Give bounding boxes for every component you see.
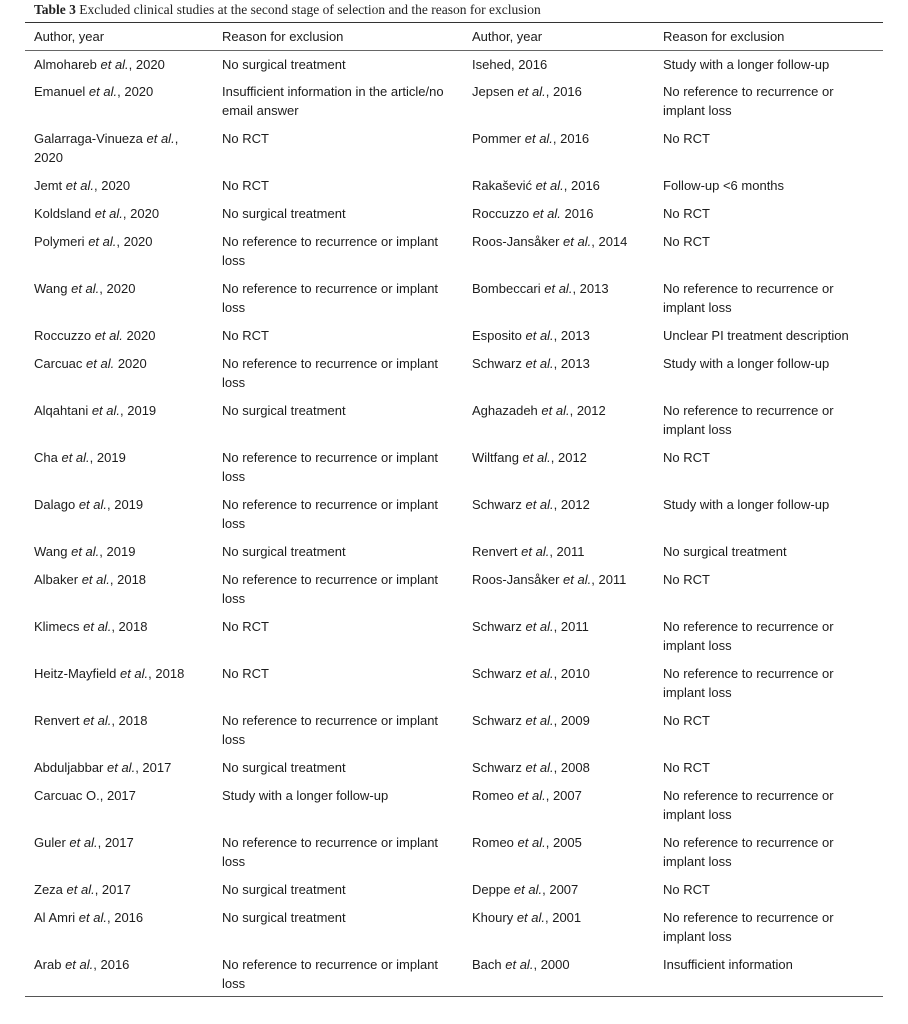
author-name: Al Amri [34, 910, 79, 925]
et-al: et al. [505, 957, 534, 972]
publication-year: 2016 [560, 206, 594, 221]
publication-year: , 2019 [89, 450, 126, 465]
publication-year: , 2001 [545, 910, 582, 925]
reason-for-exclusion-right: No RCT [663, 572, 710, 587]
author-name: Roccuzzo [472, 206, 533, 221]
et-al: et al. [525, 666, 554, 681]
publication-year: , 2000 [533, 957, 570, 972]
author-year-right [463, 613, 654, 660]
author-year-left [25, 660, 213, 707]
author-year-right [463, 444, 654, 491]
publication-year: , 2018 [111, 619, 148, 634]
author-name: Romeo [472, 788, 518, 803]
author-year-left [25, 50, 213, 78]
reason-for-exclusion-right: Follow-up <6 months [663, 178, 785, 193]
publication-year: 2020 [114, 356, 147, 371]
et-al: et al. [535, 178, 564, 193]
table-row [25, 876, 883, 904]
reason-for-exclusion-right: No RCT [663, 206, 710, 221]
author-year-left [25, 397, 213, 444]
reason-for-exclusion-left: No RCT [222, 666, 269, 681]
reason-for-exclusion-left: No surgical treatment [222, 544, 346, 559]
table-label: Table 3 [34, 2, 76, 17]
et-al: et al. [71, 281, 100, 296]
header-reason-left: Reason for exclusion [222, 28, 344, 44]
publication-year: , 2007 [545, 788, 582, 803]
author-name: Emanuel [34, 84, 89, 99]
et-al: et al. [525, 760, 554, 775]
et-al: et al. [525, 356, 554, 371]
author-year-right [463, 754, 654, 782]
author-name: Renvert [472, 544, 522, 559]
reason-for-exclusion-left: No reference to recurrence or implant loss [222, 356, 439, 390]
et-al: et al. [525, 497, 554, 512]
reason-for-exclusion-left: No surgical treatment [222, 57, 346, 72]
author-name: Galarraga-Vinueza [34, 131, 147, 146]
table-row [25, 782, 883, 829]
author-name: Esposito [472, 328, 526, 343]
reason-for-exclusion-right: No reference to recurrence or implant loss [663, 788, 834, 822]
table-row [25, 613, 883, 660]
author-year-left [25, 350, 213, 397]
reason-for-exclusion-right: No reference to recurrence or implant loss [663, 281, 834, 315]
et-al: et al. [517, 788, 546, 803]
reason-for-exclusion-left: No surgical treatment [222, 403, 346, 418]
publication-year: , 2018 [111, 713, 148, 728]
author-name: Arab [34, 957, 66, 972]
author-year-right [463, 660, 654, 707]
publication-year: , 2016 [93, 957, 130, 972]
publication-year: , 2020 [122, 206, 160, 221]
author-name: Almohareb [34, 57, 101, 72]
et-al: et al. [78, 910, 107, 925]
table-row [25, 397, 883, 444]
author-year-right [463, 322, 654, 350]
et-al: et al. [91, 403, 121, 418]
table-row [25, 566, 883, 613]
reason-for-exclusion-left: Study with a longer follow-up [222, 788, 389, 803]
publication-year: , 2011 [549, 544, 585, 559]
publication-year: , 2012 [553, 497, 590, 512]
publication-year: , 2020 [128, 57, 165, 72]
author-year-left [25, 566, 213, 613]
et-al: et al. [86, 356, 115, 371]
publication-year: , 2013 [553, 328, 590, 343]
et-al: et al. [83, 713, 112, 728]
table-row [25, 904, 883, 951]
author-year-left [25, 228, 213, 275]
author-name: Schwarz [472, 760, 526, 775]
reason-for-exclusion-left: No RCT [222, 131, 269, 146]
author-year-left [25, 491, 213, 538]
publication-year: 2020 [122, 328, 156, 343]
reason-for-exclusion-right: Study with a longer follow-up [663, 57, 830, 72]
reason-for-exclusion-left: No reference to recurrence or implant loss [222, 835, 439, 869]
reason-for-exclusion-right: Study with a longer follow-up [663, 497, 830, 512]
author-year-right [463, 829, 654, 876]
publication-year: , 2008 [553, 760, 590, 775]
publication-year: , 2011 [553, 619, 589, 634]
author-year-right [463, 350, 654, 397]
reason-for-exclusion-right: No reference to recurrence or implant loss [663, 910, 834, 944]
reason-for-exclusion-left: No surgical treatment [222, 206, 346, 221]
author-name: Zeza [34, 882, 67, 897]
author-name: Carcuac [34, 356, 87, 371]
reason-for-exclusion-left: No reference to recurrence or implant loss [222, 957, 439, 991]
reason-for-exclusion-left: No RCT [222, 619, 269, 634]
author-name: Roccuzzo [34, 328, 95, 343]
et-al: et al. [119, 666, 149, 681]
author-name: Romeo [472, 835, 518, 850]
author-name: Jepsen [472, 84, 518, 99]
publication-year: , 2018 [148, 666, 185, 681]
author-year-left [25, 200, 213, 228]
author-name: Schwarz [472, 356, 526, 371]
author-name: Schwarz [472, 497, 526, 512]
author-name: Schwarz [472, 713, 526, 728]
publication-year: , 2016 [552, 131, 590, 146]
author-name: Deppe [472, 882, 514, 897]
author-name: Carcuac O., 2017 [34, 788, 136, 803]
table-body [25, 50, 883, 998]
et-al: et al. [78, 497, 107, 512]
reason-for-exclusion-left: Insufficient information in the article/no email answer [222, 84, 444, 118]
reason-for-exclusion-left: No reference to recurrence or implant loss [222, 497, 439, 531]
reason-for-exclusion-right: Insufficient information [663, 957, 793, 972]
publication-year: , 2017 [97, 835, 134, 850]
et-al: et al. [88, 234, 117, 249]
reason-for-exclusion-left: No surgical treatment [222, 910, 346, 925]
author-name: Polymeri [34, 234, 89, 249]
author-year-left [25, 322, 213, 350]
table-row [25, 951, 883, 998]
table-row [25, 350, 883, 397]
reason-for-exclusion-left: No surgical treatment [222, 760, 346, 775]
et-al: et al. [513, 882, 543, 897]
et-al: et al. [525, 328, 554, 343]
author-year-right [463, 707, 654, 754]
author-year-right [463, 275, 654, 322]
author-name: Khoury [472, 910, 517, 925]
et-al: et al. [524, 131, 553, 146]
table-row [25, 125, 883, 172]
publication-year: , 2007 [542, 882, 579, 897]
et-al: et al. [100, 57, 129, 72]
table-row [25, 228, 883, 275]
publication-year: , 2019 [99, 544, 136, 559]
table-row [25, 50, 883, 78]
et-al: et al. [61, 450, 90, 465]
table-row [25, 660, 883, 707]
reason-for-exclusion-left: No reference to recurrence or implant loss [222, 234, 439, 268]
publication-year: , 2010 [553, 666, 590, 681]
table-row [25, 172, 883, 200]
author-year-left [25, 904, 213, 951]
publication-year: , 2019 [107, 497, 144, 512]
author-name: Cha [34, 450, 62, 465]
et-al: et al. [541, 403, 570, 418]
reason-for-exclusion-right: No reference to recurrence or implant loss [663, 835, 834, 869]
publication-year: , 2019 [120, 403, 157, 418]
author-name: Roos-Jansåker [472, 572, 564, 587]
author-year-right [463, 566, 654, 613]
author-name: Jemt [34, 178, 66, 193]
table-row [25, 78, 883, 125]
author-year-left [25, 172, 213, 200]
author-year-left [25, 538, 213, 566]
author-name: Renvert [34, 713, 84, 728]
publication-year: , 2016 [106, 910, 144, 925]
author-year-right [463, 172, 654, 200]
reason-for-exclusion-left: No RCT [222, 178, 269, 193]
et-al: et al. [83, 619, 112, 634]
author-year-right [463, 78, 654, 125]
author-year-left [25, 275, 213, 322]
et-al: et al. [81, 572, 110, 587]
publication-year: , 2012 [569, 403, 606, 418]
et-al: et al. [88, 84, 118, 99]
reason-for-exclusion-right: No reference to recurrence or implant loss [663, 84, 834, 118]
author-name: Schwarz [472, 666, 526, 681]
header-author-right: Author, year [472, 28, 543, 44]
author-name: Schwarz [472, 619, 526, 634]
author-year-left [25, 78, 213, 125]
author-name: Wang [34, 281, 72, 296]
publication-year: , 2011 [591, 572, 627, 587]
et-al: et al. [516, 910, 545, 925]
author-year-right [463, 397, 654, 444]
reason-for-exclusion-left: No surgical treatment [222, 882, 346, 897]
author-name: Heitz-Mayfield [34, 666, 120, 681]
table-row [25, 444, 883, 491]
et-al: et al. [525, 619, 554, 634]
reason-for-exclusion-right: No RCT [663, 713, 710, 728]
author-name: Alqahtani [34, 403, 92, 418]
reason-for-exclusion-right: No RCT [663, 882, 710, 897]
et-al: et al. [146, 131, 175, 146]
reason-for-exclusion-right: No reference to recurrence or implant loss [663, 666, 834, 700]
et-al: et al. [563, 234, 592, 249]
et-al: et al. [517, 835, 546, 850]
reason-for-exclusion-left: No RCT [222, 328, 269, 343]
table-row [25, 322, 883, 350]
publication-year: , 2020 [34, 131, 179, 165]
reason-for-exclusion-right: Study with a longer follow-up [663, 356, 830, 371]
author-name: Abduljabbar [34, 760, 107, 775]
author-name: Roos-Jansåker [472, 234, 564, 249]
author-year-left [25, 829, 213, 876]
reason-for-exclusion-right: No surgical treatment [663, 544, 787, 559]
publication-year: , 2013 [572, 281, 609, 296]
publication-year: , 2013 [553, 356, 590, 371]
table-row [25, 707, 883, 754]
et-al: et al. [71, 544, 100, 559]
reason-for-exclusion-right: No reference to recurrence or implant loss [663, 403, 834, 437]
et-al: et al. [563, 572, 592, 587]
author-year-right [463, 538, 654, 566]
author-name: Bombeccari [472, 281, 545, 296]
table-caption [34, 2, 541, 18]
publication-year: , 2016 [545, 84, 582, 99]
author-name: Bach [472, 957, 506, 972]
et-al: et al. [66, 882, 95, 897]
author-name: Pommer [472, 131, 525, 146]
author-name: Guler [34, 835, 70, 850]
et-al: et al. [107, 760, 136, 775]
author-year-left [25, 707, 213, 754]
author-name: Albaker [34, 572, 82, 587]
author-year-right [463, 50, 654, 78]
author-year-left [25, 876, 213, 904]
author-name: Koldsland [34, 206, 95, 221]
header-reason-right: Reason for exclusion [663, 28, 785, 44]
author-name: Isehed, 2016 [472, 57, 548, 72]
reason-for-exclusion-left: No reference to recurrence or implant loss [222, 713, 439, 747]
author-year-left [25, 613, 213, 660]
et-al: et al. [525, 713, 554, 728]
et-al: et al. [521, 544, 550, 559]
author-year-right [463, 228, 654, 275]
et-al: et al. [69, 835, 98, 850]
publication-year: , 2005 [545, 835, 582, 850]
author-year-right [463, 951, 654, 998]
author-name: Wang [34, 544, 72, 559]
reason-for-exclusion-right: No RCT [663, 450, 710, 465]
reason-for-exclusion-right: No RCT [663, 131, 710, 146]
publication-year: , 2020 [93, 178, 131, 193]
publication-year: , 2020 [99, 281, 136, 296]
publication-year: , 2016 [563, 178, 600, 193]
author-year-right [463, 904, 654, 951]
et-al: et al. [522, 450, 551, 465]
author-year-left [25, 754, 213, 782]
table-row [25, 491, 883, 538]
table-row [25, 754, 883, 782]
author-name: Rakašević [472, 178, 536, 193]
publication-year: , 2014 [591, 234, 628, 249]
author-name: Aghazadeh [472, 403, 542, 418]
et-al: et al. [65, 178, 94, 193]
author-name: Klimecs [34, 619, 84, 634]
et-al: et al. [94, 206, 123, 221]
table-row [25, 538, 883, 566]
author-name: Wiltfang [472, 450, 523, 465]
author-year-right [463, 125, 654, 172]
table-row [25, 275, 883, 322]
publication-year: , 2020 [116, 234, 153, 249]
excluded-studies-table [25, 22, 883, 998]
table-row [25, 829, 883, 876]
et-al: et al. [65, 957, 94, 972]
publication-year: , 2017 [94, 882, 131, 897]
author-year-left [25, 444, 213, 491]
author-year-left [25, 951, 213, 998]
table-row [25, 200, 883, 228]
et-al: et al. [94, 328, 123, 343]
et-al: et al. [517, 84, 546, 99]
publication-year: , 2009 [553, 713, 590, 728]
reason-for-exclusion-left: No reference to recurrence or implant loss [222, 281, 439, 315]
table-header-row [25, 22, 883, 50]
reason-for-exclusion-right: Unclear PI treatment description [663, 328, 849, 343]
author-name: Dalago [34, 497, 79, 512]
publication-year: , 2018 [109, 572, 147, 587]
reason-for-exclusion-right: No RCT [663, 760, 710, 775]
reason-for-exclusion-right: No reference to recurrence or implant loss [663, 619, 834, 653]
reason-for-exclusion-left: No reference to recurrence or implant loss [222, 450, 439, 484]
author-year-right [463, 491, 654, 538]
publication-year: , 2012 [550, 450, 587, 465]
author-year-right [463, 876, 654, 904]
reason-for-exclusion-right: No RCT [663, 234, 710, 249]
publication-year: , 2020 [117, 84, 154, 99]
table-caption-text: Excluded clinical studies at the second stage of selection and the reason for exclusion [79, 2, 541, 17]
author-year-right [463, 782, 654, 829]
header-author-left: Author, year [34, 28, 105, 44]
et-al: et al. [544, 281, 573, 296]
et-al: et al. [532, 206, 561, 221]
author-year-right [463, 200, 654, 228]
author-year-left [25, 125, 213, 172]
author-year-left [25, 782, 213, 829]
reason-for-exclusion-left: No reference to recurrence or implant loss [222, 572, 439, 606]
publication-year: , 2017 [135, 760, 172, 775]
